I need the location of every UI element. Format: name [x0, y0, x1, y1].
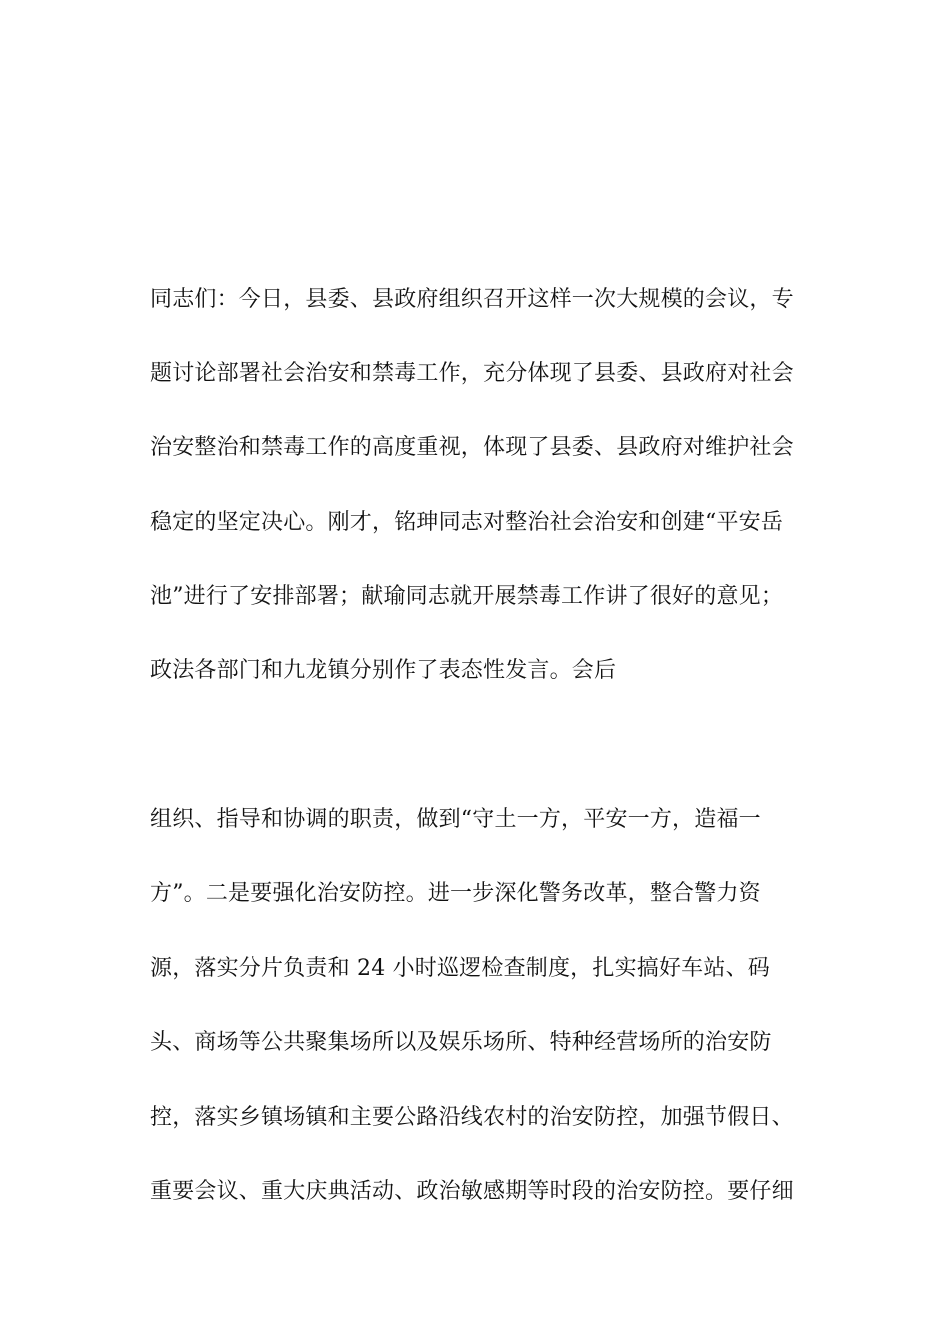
- paragraph-1-line-4: 稳定的坚定决心。刚才，铭珅同志对整治社会治安和创建“平安岳: [150, 510, 784, 535]
- paragraph-1-line-3: 治安整治和禁毒工作的高度重视，体现了县委、县政府对维护社会: [150, 435, 794, 460]
- paragraph-1-line-6: 政法各部门和九龙镇分别作了表态性发言。会后: [150, 658, 617, 683]
- paragraph-2-line-3: 源，落实分片负责和 24 小时巡逻检查制度，扎实搞好车站、码: [150, 956, 770, 981]
- paragraph-2-line-2: 方”。二是要强化治安防控。进一步深化警务改革，整合警力资: [150, 881, 761, 906]
- paragraph-2-line-4: 头、商场等公共聚集场所以及娱乐场所、特种经营场所的治安防: [150, 1030, 772, 1055]
- paragraph-2-line-6: 重要会议、重大庆典活动、政治敏感期等时段的治安防控。要仔细: [150, 1179, 794, 1204]
- paragraph-1-line-5: 池”进行了安排部署；献瑜同志就开展禁毒工作讲了很好的意见；: [150, 584, 784, 609]
- paragraph-1-line-1: 同志们：今日，县委、县政府组织召开这样一次大规模的会议，专: [150, 287, 794, 312]
- paragraph-2-line-1: 组织、指导和协调的职责，做到“守土一方，平安一方，造福一: [150, 807, 761, 832]
- paragraph-2-line-5: 控，落实乡镇场镇和主要公路沿线农村的治安防控，加强节假日、: [150, 1105, 794, 1130]
- paragraph-1-line-2: 题讨论部署社会治安和禁毒工作，充分体现了县委、县政府对社会: [150, 361, 794, 386]
